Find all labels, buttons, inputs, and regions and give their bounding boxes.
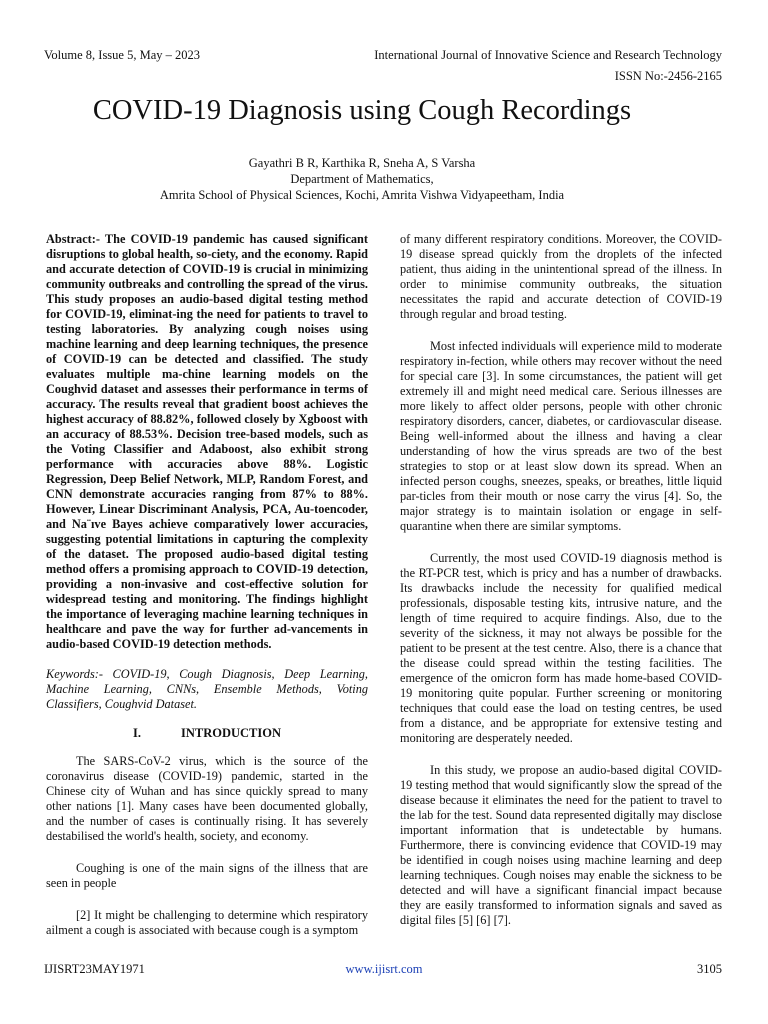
abstract: Abstract:- The COVID-19 pandemic has caused significant disruptions to global health, so-ciety, and the economy. Rapid and accurate detection of COVID-19 is crucial in minimizing community outbreaks and controlling the spread of the virus. This study proposes an audio-based digital testing method for COVID-19, eliminat-ing the need for patients to travel to testing laboratories. By analyzing cough noises using machine learning and deep learning techniques, the presence of COVID-19 can be detected and classified. The study evaluates multiple ma-chine learning models on the Coughvid dataset and assesses their performance in terms of accuracy. The results reveal that gradient boost achieves the highest accuracy of 88.82%, followed closely by Xgboost with an accuracy of 88.53%. Decision tree-based models, such as the Voting Classifier and Adaboost, also exhibit strong performance with accuracies above 88%. Logistic Regression, Deep Belief Network, MLP, Random Forest, and CNN demonstrate accuracies ranging from 87% to 88%. However, Linear Discriminant Analysis, PCA, Au-toencoder, and Na¨ıve Bayes achieve comparatively lower accuracies, suggesting potential limitations in capturing the complexity of the dataset. The proposed audio-based digital testing method offers a promising approach to COVID-19 detection, providing a non-invasive and cost-effective solution for widespread testing and monitoring. The findings highlight the importance of leveraging machine learning techniques in healthcare and pave the way for further ad-vancements in audio-based COVID-19 detection methods.	[46, 232, 368, 651]
paper-title-text: COVID-19 Diagnosis using Cough Recordings	[92, 95, 632, 126]
page-number: 3105	[697, 962, 722, 976]
journal-website-link[interactable]: www.ijisrt.com	[345, 962, 423, 976]
affiliation: Amrita School of Physical Sciences, Kochi, Amrita Vishwa Vidyapeetham, India	[159, 188, 565, 202]
paragraph: Currently, the most used COVID-19 diagnosis method is the RT-PCR test, which is pricy and has a number of drawbacks. Its drawbacks include the necessity for qualified medical professionals, disposable testing kits, intrusive nature, and the length of time required to acquire findings. Also, due to the severity of the sickness, it may not always be possible for the patient to be present at the test centre. Also, there is a chance that the disease could spread within the testing facilities. The emergence of the omicron form has made home-based COVID-19 monitoring quite popular. Further screening or monitoring techniques that could ease the load on testing centres, be used from a distance, and be appropriate for extensive testing and monitoring are desperately needed.	[400, 551, 722, 745]
paper-title	[0, 94, 768, 128]
journal-name: International Journal of Innovative Science and Research Technology	[374, 48, 722, 62]
issn: ISSN No:-2456-2165	[614, 69, 722, 83]
section-number: I.	[132, 726, 141, 740]
paragraph: Coughing is one of the main signs of the illness that are seen in people	[46, 861, 368, 890]
volume-issue: Volume 8, Issue 5, May – 2023	[44, 48, 201, 62]
paragraph: In this study, we propose an audio-based digital COVID-19 testing method that would significantly slow the spread of the disease because it eliminates the need for the patient to travel to the lab for the test. Sound data represented digitally may disclose important information that is undetectable by humans. Furthermore, there is convincing evidence that COVID-19 may be identified in cough noises using machine learning and deep learning techniques. Cough noises may enable the sickness to be detected and will have a significant financial impact because they are easily transformed to information signals and saved as digital files [5] [6] [7].	[400, 763, 722, 927]
section-heading	[46, 726, 368, 741]
right-column	[400, 232, 722, 928]
section-title: INTRODUCTION	[180, 726, 281, 740]
paper-id: IJISRT23MAY1971	[44, 962, 145, 976]
paragraph: The SARS-CoV-2 virus, which is the source of the coronavirus disease (COVID-19) pandemic, started in the Chinese city of Wuhan and has since quickly spread to many other nations [1]. Many cases have been documented globally, and the number of cases is continually rising. It has severely destabilised the world's health, society, and economy.	[46, 754, 368, 843]
paragraph: Most infected individuals will experience mild to moderate respiratory in-fection, while others may recover without the need for special care [3]. In some circumstances, the patient will get extremely ill and might need medical care. Serious illnesses are more likely to affect older persons, people with other chronic respiratory disorders, cancer, diabetes, or cardiovascular disease. Being well-informed about the illness and having a clear understanding of how the virus spreads are two of the best strategies to stop or at least slow down its spread. When an infected person coughs, sneezes, speaks, or breathes, little liquid par-ticles from their mouth or nose carry the virus [4]. So, the major strategy is to maintain isolation or engage in self-quarantine when there are similar symptoms.	[400, 339, 722, 533]
department: Department of Mathematics,	[290, 172, 434, 186]
keywords: Keywords:- COVID-19, Cough Diagnosis, Deep Learning, Machine Learning, CNNs, Ensemble Methods, Voting Classifiers, Coughvid Dataset.	[46, 667, 368, 711]
authors: Gayathri B R, Karthika R, Sneha A, S Varsha	[248, 156, 476, 170]
paragraph: [2] It might be challenging to determine which respiratory ailment a cough is associated with because cough is a symptom	[46, 908, 368, 937]
left-column	[46, 232, 368, 938]
paragraph: of many different respiratory conditions. Moreover, the COVID-19 disease spread quickly from the droplets of the infected patient, thus aiding in the unintentional spread of the illness. In order to minimise community outbreaks, the situation necessitates the rapid and accurate detection of COVID-19 through regular and broad testing.	[400, 232, 722, 321]
